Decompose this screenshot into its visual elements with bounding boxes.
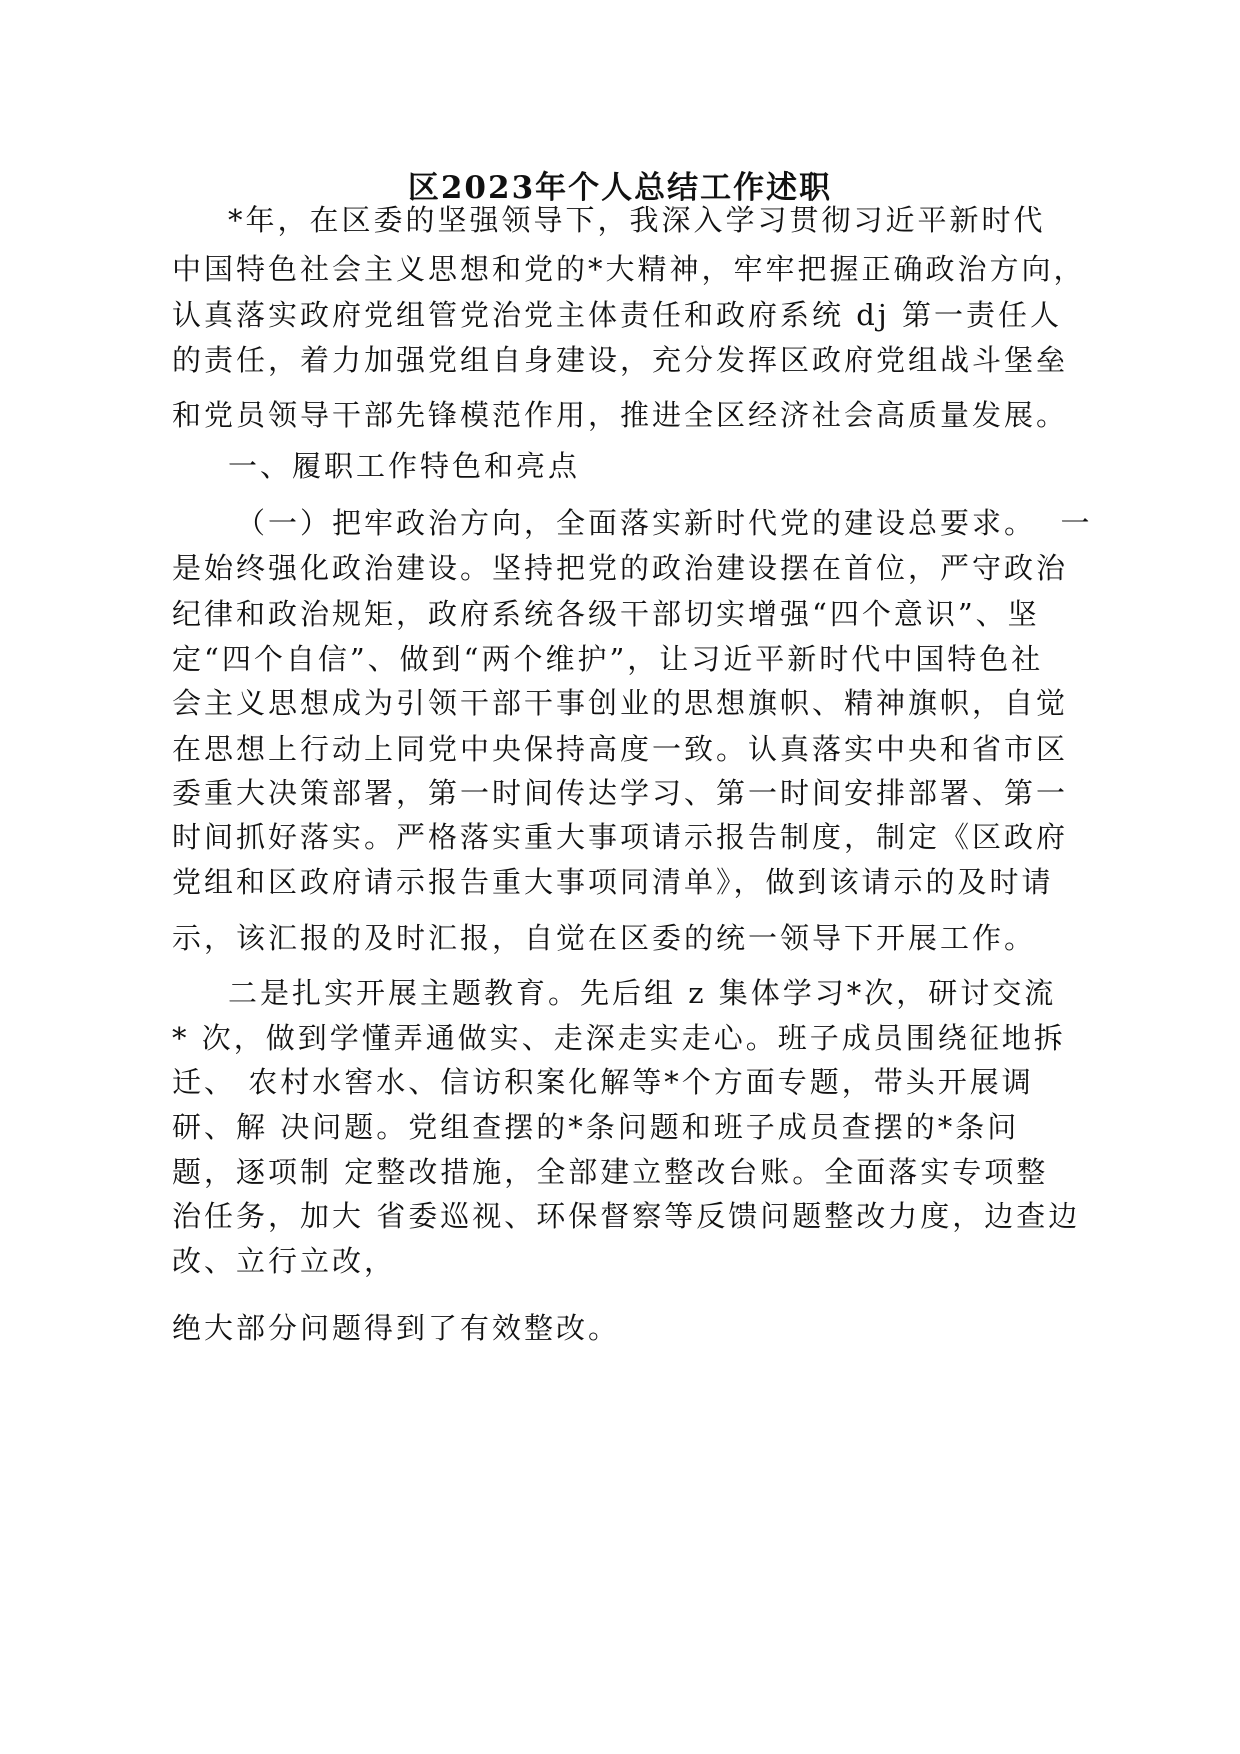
- body-line: 中国特色社会主义思想和党的*大精神，牢牢把握正确政治方向，: [172, 252, 1086, 286]
- body-line: *年，在区委的坚强领导下，我深入学习贯彻习近平新时代: [228, 203, 1046, 237]
- body-line: 题，逐项制 定整改措施，全部建立整改台账。全面落实专项整: [172, 1155, 1049, 1189]
- body-line: 绝大部分问题得到了有效整改。: [172, 1311, 621, 1345]
- subsection-heading: （一）把牢政治方向，全面落实新时代党的建设总要求。 一: [236, 506, 1093, 540]
- body-line: 是始终强化政治建设。坚持把党的政治建设摆在首位，严守政治: [172, 551, 1069, 585]
- body-line: 二是扎实开展主题教育。先后组 z 集体学习*次，研讨交流: [228, 976, 1057, 1010]
- document-title: 区2023年个人总结工作述职: [407, 170, 833, 206]
- body-line: 纪律和政治规矩，政府系统各级干部切实增强“四个意识”、坚: [172, 597, 1040, 631]
- section-heading: 一、履职工作特色和亮点: [228, 449, 581, 483]
- body-line: 时间抓好落实。严格落实重大事项请示报告制度，制定《区政府: [172, 820, 1069, 854]
- body-line: 改、立行立改，: [172, 1244, 397, 1278]
- body-line: 的责任，着力加强党组自身建设，充分发挥区政府党组战斗堡垒: [172, 343, 1069, 377]
- body-line: 会主义思想成为引领干部干事创业的思想旗帜、精神旗帜，自觉: [172, 686, 1069, 720]
- body-line: 在思想上行动上同党中央保持高度一致。认真落实中央和省市区: [172, 732, 1069, 766]
- body-line: * 次，做到学懂弄通做实、走深走实走心。班子成员围绕征地拆: [172, 1021, 1066, 1055]
- body-line: 委重大决策部署，第一时间传达学习、第一时间安排部署、第一: [172, 776, 1069, 810]
- body-line: 党组和区政府请示报告重大事项同清单》，做到该请示的及时请: [172, 865, 1054, 899]
- body-line: 和党员领导干部先锋模范作用，推进全区经济社会高质量发展。: [172, 398, 1069, 432]
- body-line: 迁、 农村水窖水、信访积案化解等*个方面专题，带头开展调: [172, 1065, 1034, 1099]
- body-line: 认真落实政府党组管党治党主体责任和政府系统 dj 第一责任人: [172, 298, 1062, 332]
- body-line: 示，该汇报的及时汇报，自觉在区委的统一领导下开展工作。: [172, 921, 1037, 955]
- body-line: 研、解 决问题。党组查摆的*条问题和班子成员查摆的*条问: [172, 1110, 1020, 1144]
- body-line: 治任务，加大 省委巡视、环保督察等反馈问题整改力度，边查边: [172, 1199, 1081, 1233]
- body-line: 定“四个自信”、做到“两个维护”，让习近平新时代中国特色社: [172, 642, 1044, 676]
